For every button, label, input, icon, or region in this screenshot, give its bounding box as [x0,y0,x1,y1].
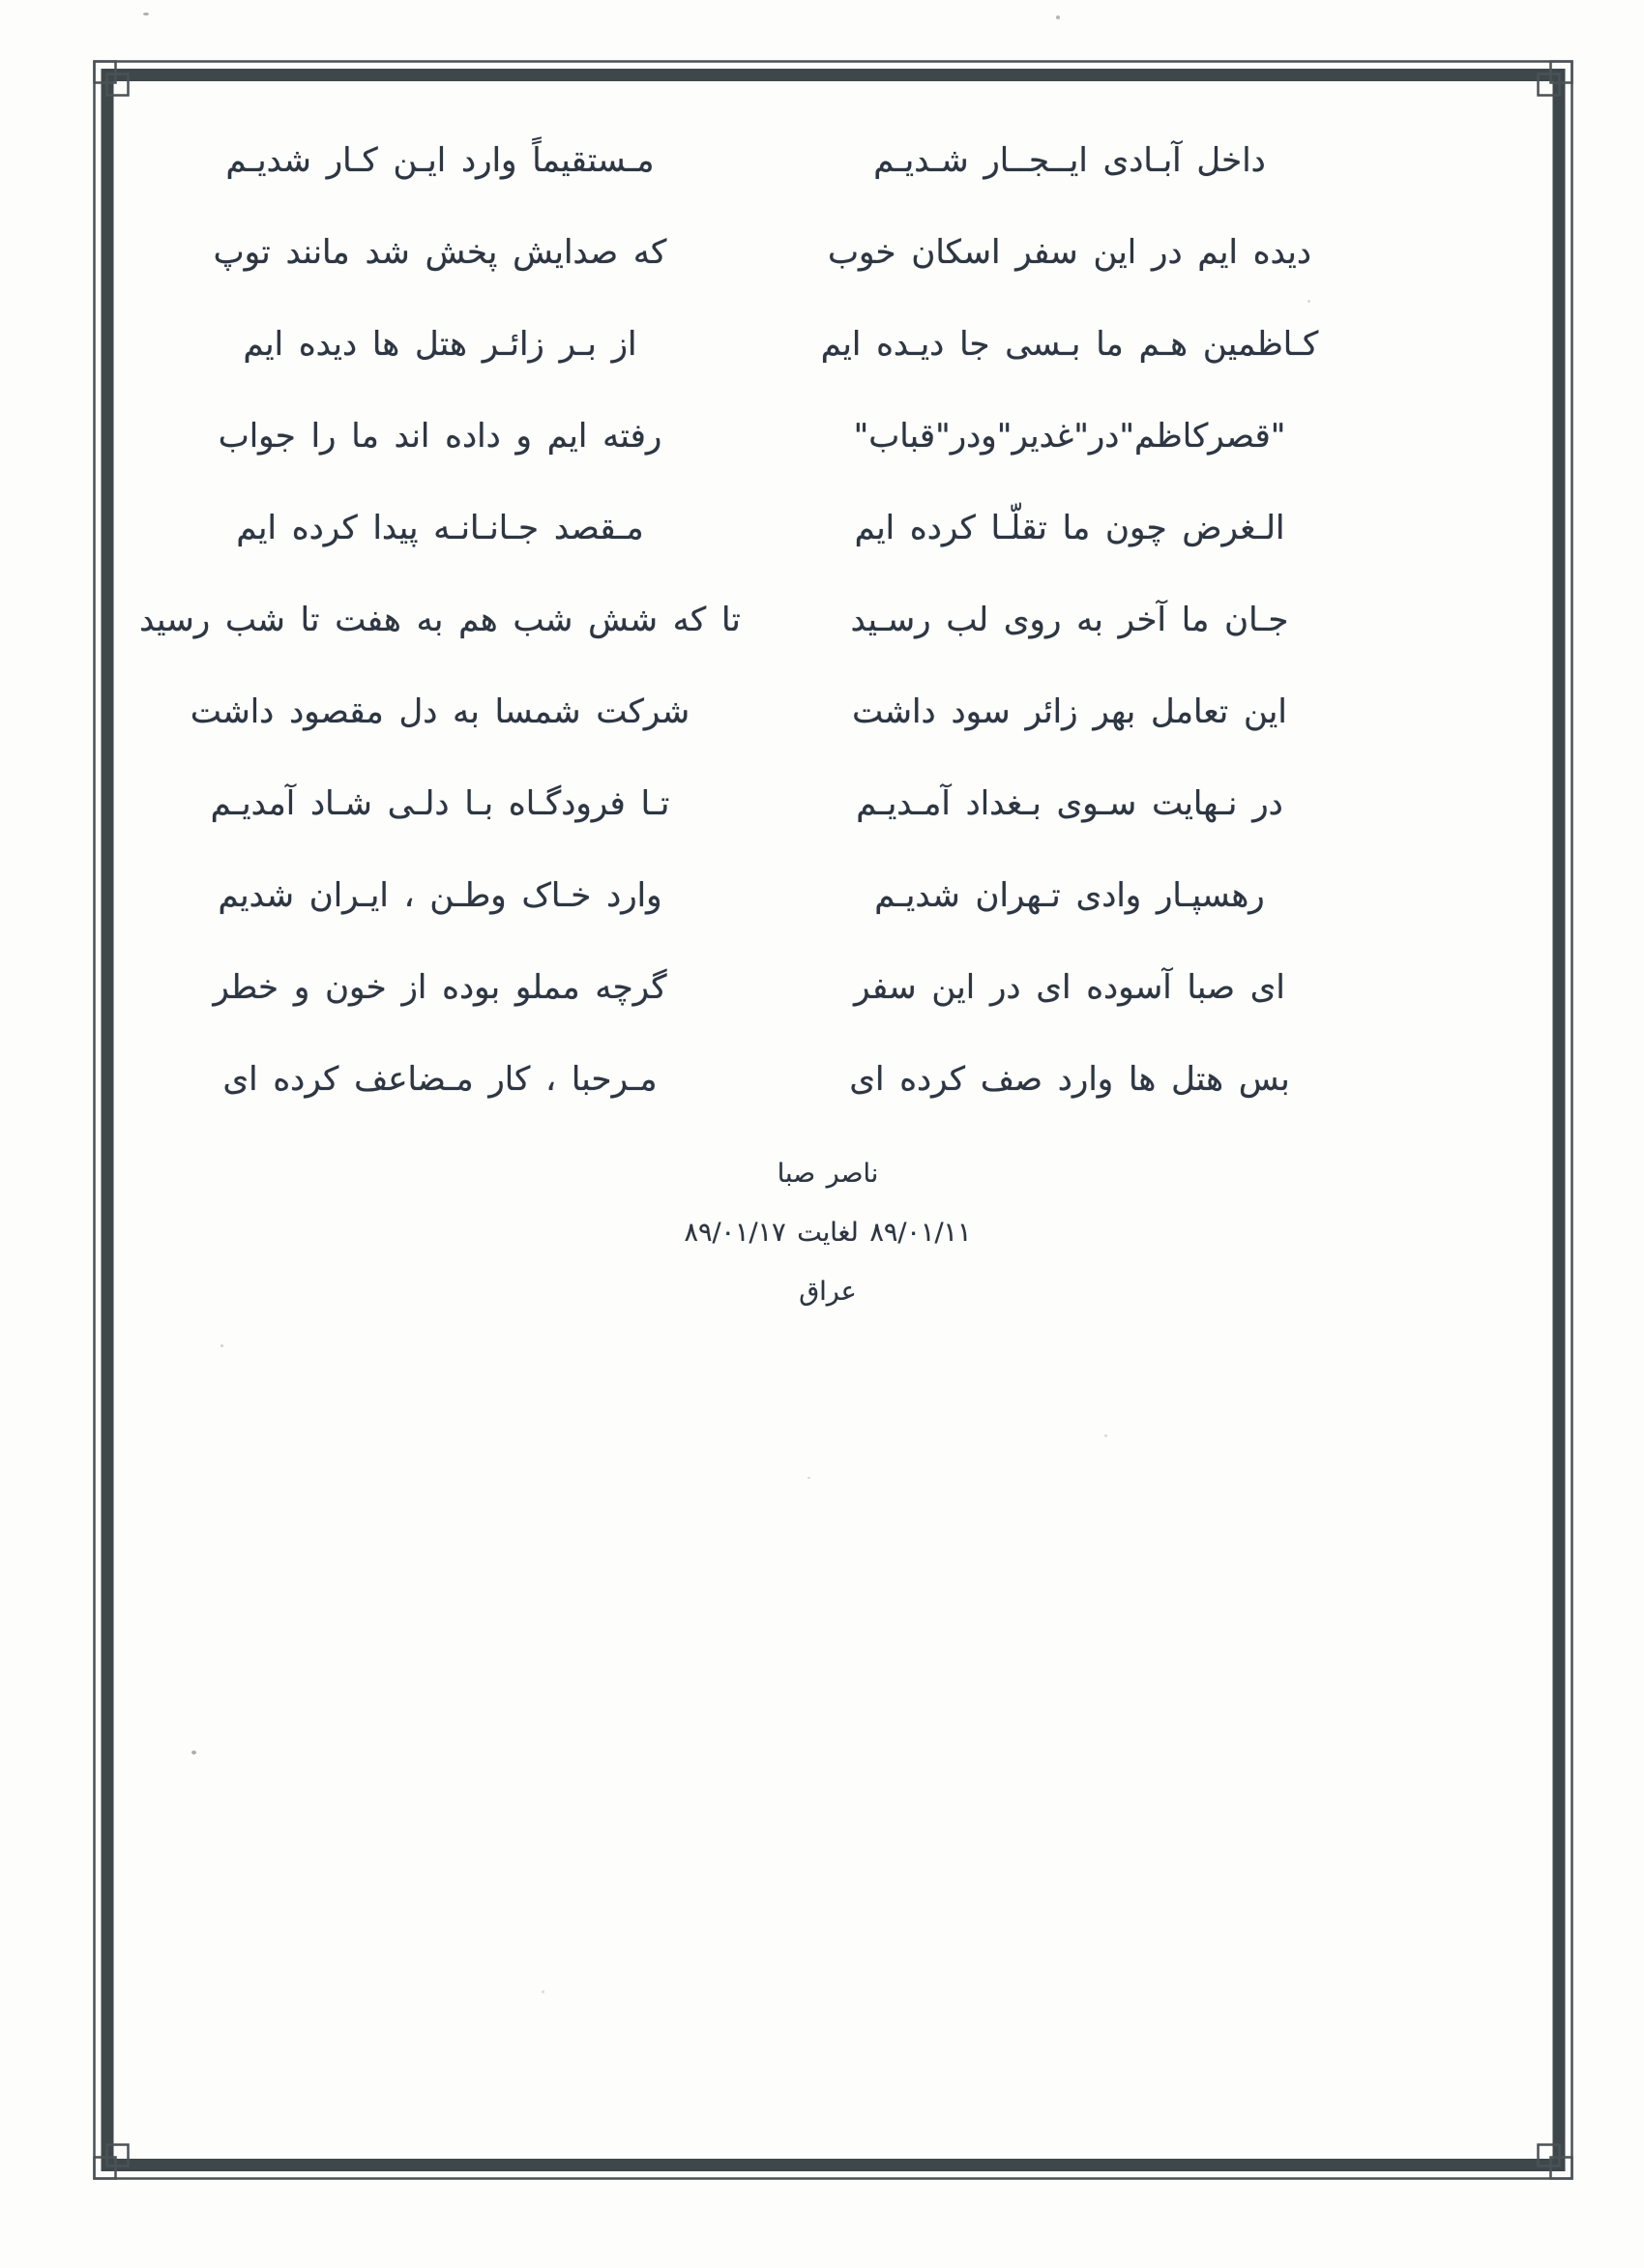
scan-speck [191,1751,196,1754]
location: عراق [799,1277,857,1307]
hemistich-second: مـقصد جـانـانـه پیدا کرده ایم [236,508,644,547]
couplet-row [0,482,1644,574]
hemistich-second: مـستقیماً وارد ایـن کـار شدیـم [225,140,655,180]
corner-ornament-bottom-left-outer [95,2158,116,2179]
signature-block [684,1144,971,1321]
hemistich-second: از بـر زائـر هتل ها دیده ایم [243,324,637,364]
couplet-row [0,665,1644,757]
poet-name: ناصر صبا [777,1159,879,1189]
couplet-row [0,849,1644,941]
hemistich-first: کـاظمین هـم ما بـسی جا دیـده ایم [820,324,1319,364]
hemistich-first: جـان ما آخر به روی لب رسـید [850,600,1289,639]
hemistich-first: رهسپـار وادی تـهران شدیـم [874,875,1265,915]
hemistich-second: وارد خـاک وطـن ، ایـران شدیم [218,875,662,915]
hemistich-second: شرکت شمسا به دل مقصود داشت [190,692,690,731]
scan-speck [1104,1434,1107,1437]
scan-speck [542,1990,544,1993]
scan-speck [1056,15,1060,19]
scan-speck [220,1344,223,1347]
hemistich-first: بس هتل ها وارد صف کرده ای [849,1059,1290,1099]
hemistich-first: در نـهایت سـوی بـغداد آمـدیـم [856,783,1283,823]
hemistich-first: دیده ایم در این سفر اسکان خوب [827,232,1312,272]
hemistich-first: این تعامل بهر زائر سود داشت [852,692,1287,731]
couplet-row [0,941,1644,1033]
hemistich-first: "قصرکاظم"در"غدیر"ودر"قباب" [853,416,1286,456]
couplet-row [0,298,1644,390]
couplet-row [0,574,1644,665]
hemistich-second: مـرحبا ، کار مـضاعف کرده ای [222,1059,658,1099]
hemistich-first: داخل آبـادی ایــجــار شـدیـم [873,140,1266,180]
couplet-row [0,206,1644,298]
hemistich-second: تـا فرودگـاه بـا دلـی شـاد آمدیـم [210,783,670,823]
corner-ornament-bottom-right-inner [1539,2145,1560,2166]
couplet-row [0,1033,1644,1125]
corner-ornament-bottom-right-outer [1551,2158,1572,2179]
corner-ornament-bottom-left-inner [107,2145,129,2166]
hemistich-second: تا که شش شب هم به هفت تا شب رسید [139,600,741,639]
hemistich-second: گرچه مملو بوده از خون و خطر [213,967,667,1007]
couplet-row [0,757,1644,849]
couplet-row [0,114,1644,206]
corner-ornament-top-left-inner [107,74,129,96]
hemistich-second: رفته ایم و داده اند ما را جواب [218,416,662,456]
corner-ornament-top-right-inner [1539,74,1560,96]
couplet-row [0,390,1644,482]
date-range: ۸۹/۰۱/۱۱ لغایت ۸۹/۰۱/۱۷ [684,1218,972,1248]
hemistich-first: الـغرض چون ما تقلّـا کرده ایم [854,508,1285,547]
corner-ornament-top-right-outer [1551,62,1572,83]
corner-ornament-top-left-outer [95,62,116,83]
scan-speck [143,13,149,15]
hemistich-first: ای صبا آسوده ای در این سفر [854,967,1285,1007]
scan-speck [807,1477,810,1479]
poem [0,114,1644,1125]
hemistich-second: که صدایش پخش شد مانند توپ [213,232,667,272]
